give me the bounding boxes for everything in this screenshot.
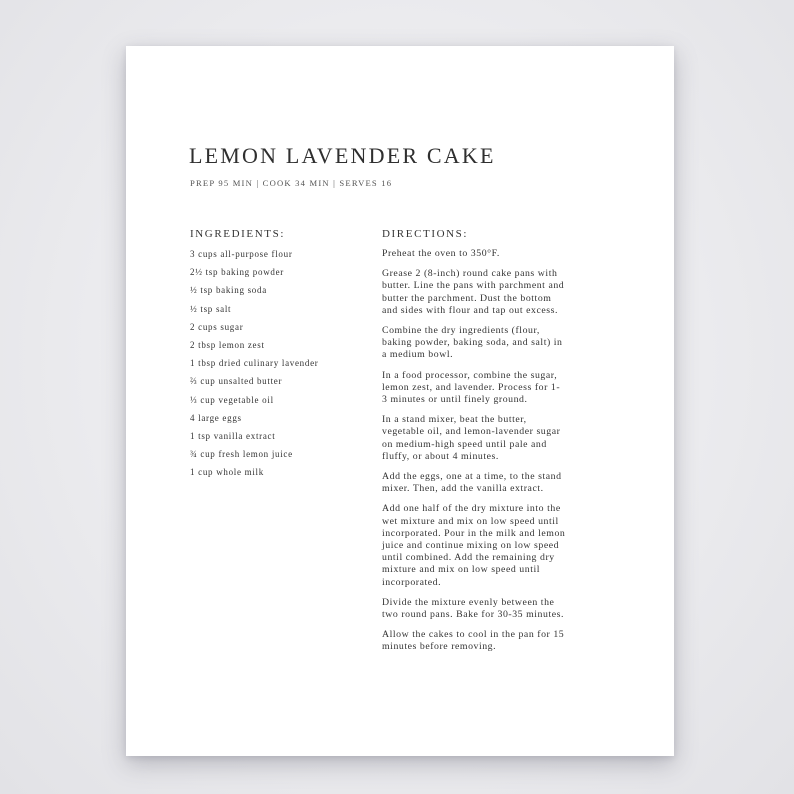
direction-line: butter the parchment. Dust the bottom: [382, 292, 552, 304]
direction-line: vegetable oil, and lemon-lavender sugar: [382, 426, 561, 438]
ingredient-item: ⅔ cup unsalted butter: [190, 376, 283, 387]
ingredient-item: 1 cup whole milk: [190, 467, 264, 478]
direction-line: Preheat the oven to 350°F.: [382, 248, 500, 259]
direction-step: [382, 503, 612, 588]
direction-line: In a food processor, combine the sugar,: [382, 369, 558, 381]
directions-section: [382, 228, 612, 662]
directions-heading: DIRECTIONS:: [382, 228, 469, 240]
direction-line: lemon zest, and lavender. Process for 1-: [382, 381, 561, 393]
ingredient-item: 2½ tsp baking powder: [190, 267, 284, 278]
direction-line: a medium bowl.: [382, 349, 454, 361]
recipe-meta: PREP 95 MIN | COOK 34 MIN | SERVES 16: [190, 178, 393, 188]
ingredient-item: ⅓ cup vegetable oil: [190, 394, 274, 405]
direction-step: [382, 325, 612, 362]
ingredient-item: ½ tsp baking soda: [190, 285, 267, 296]
direction-line: In a stand mixer, beat the butter,: [382, 414, 527, 426]
direction-line: fluffy, or about 4 minutes.: [382, 450, 499, 462]
direction-step: [382, 471, 612, 495]
direction-step: [382, 268, 612, 317]
ingredient-item: 1 tbsp dried culinary lavender: [190, 358, 319, 369]
direction-line: wet mixture and mix on low speed until: [382, 515, 559, 527]
direction-line: minutes before removing.: [382, 641, 497, 653]
ingredient-item: ½ tsp salt: [190, 303, 232, 314]
ingredient-item: 3 cups all-purpose flour: [190, 249, 293, 259]
ingredient-item: 4 large eggs: [190, 412, 242, 423]
direction-step: [382, 629, 612, 653]
direction-line: incorporated.: [382, 576, 442, 588]
direction-step: [382, 597, 612, 621]
direction-step: [382, 414, 612, 463]
ingredients-section: [190, 228, 370, 484]
direction-line: mixer. Then, add the vanilla extract.: [382, 483, 544, 495]
direction-line: baking powder, baking soda, and salt) in: [382, 337, 563, 349]
recipe-title: LEMON LAVENDER CAKE: [189, 143, 496, 168]
direction-line: Allow the cakes to cool in the pan for 15: [382, 629, 565, 641]
ingredient-item: 2 cups sugar: [190, 321, 244, 332]
direction-step: [382, 248, 612, 260]
direction-line: two round pans. Bake for 30-35 minutes.: [382, 609, 564, 621]
direction-line: and sides with flour and tap out excess.: [382, 304, 558, 316]
ingredients-list: [190, 248, 370, 484]
ingredients-heading: INGREDIENTS:: [190, 228, 285, 240]
direction-line: Grease 2 (8-inch) round cake pans with: [382, 268, 558, 280]
direction-line: on medium-high speed until pale and: [382, 438, 547, 450]
direction-line: incorporated. Pour in the milk and lemon: [382, 527, 566, 539]
directions-list: [382, 248, 612, 654]
direction-line: Add the eggs, one at a time, to the stand: [382, 471, 562, 483]
direction-line: Combine the dry ingredients (flour,: [382, 325, 540, 337]
direction-line: butter. Line the pans with parchment and: [382, 280, 565, 292]
direction-step: [382, 370, 612, 407]
ingredient-item: ¾ cup fresh lemon juice: [190, 449, 293, 460]
direction-line: juice and continue mixing on low speed: [382, 540, 560, 552]
direction-line: mixture and mix on low speed until: [382, 564, 541, 576]
direction-line: 3 minutes or until finely ground.: [382, 394, 528, 406]
ingredient-item: 2 tbsp lemon zest: [190, 339, 265, 350]
direction-line: Divide the mixture evenly between the: [382, 596, 555, 608]
recipe-card: [126, 46, 674, 756]
direction-line: Add one half of the dry mixture into the: [382, 503, 561, 515]
direction-line: until combined. Add the remaining dry: [382, 552, 555, 564]
ingredient-item: 1 tsp vanilla extract: [190, 430, 276, 441]
